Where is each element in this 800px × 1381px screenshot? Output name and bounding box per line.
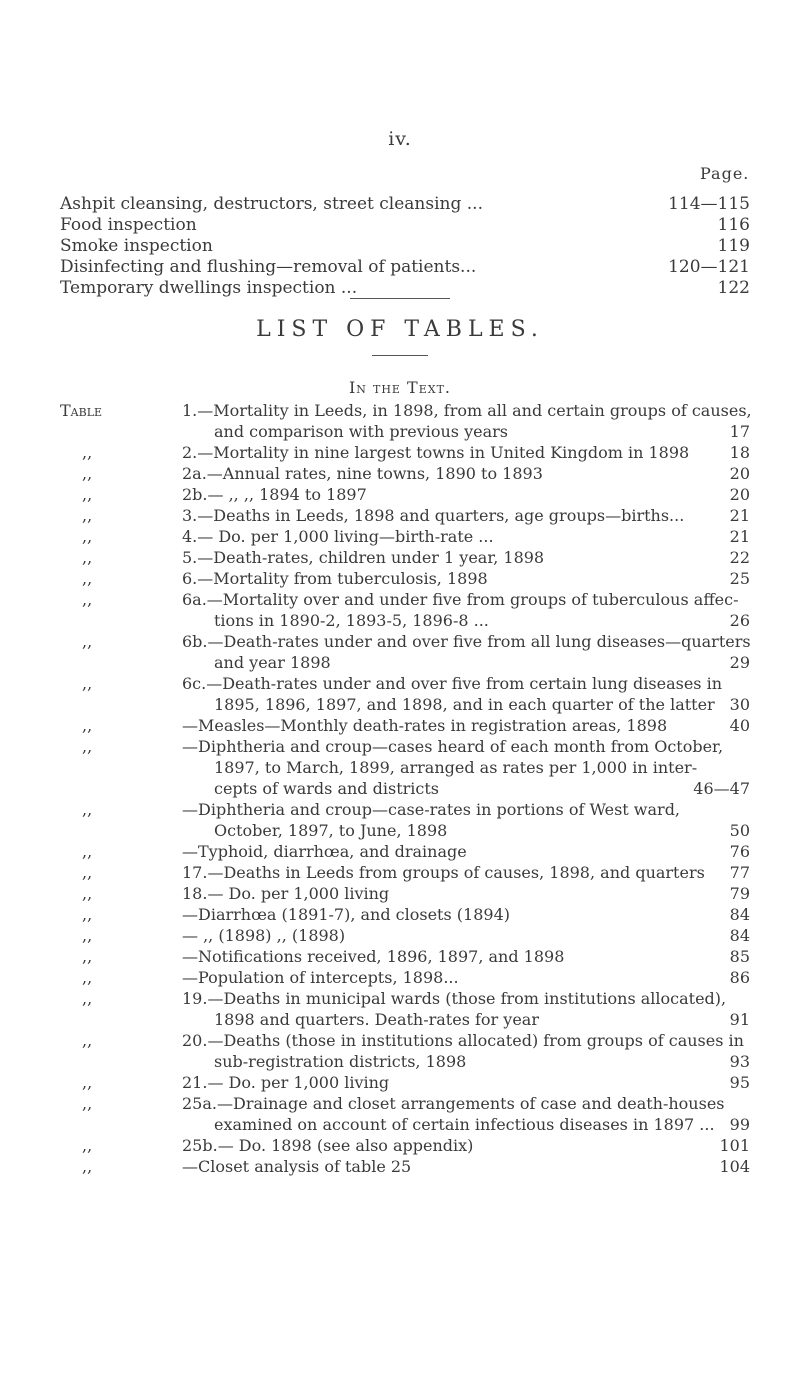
description-line: —Notifications received, 1896, 1897, and 1898 [182, 947, 565, 966]
table-entry [60, 1135, 750, 1156]
table-entry-page: 86 [729, 968, 750, 987]
table-entry [60, 1030, 750, 1072]
table-entry-page: 26 [729, 611, 750, 630]
ditto-mark: ,, [82, 863, 93, 882]
table-entry [60, 799, 750, 841]
ditto-mark: ,, [82, 1136, 93, 1155]
contents-entry-page: 120—121 [668, 257, 750, 277]
table-entry-description [182, 547, 700, 568]
toc-page-column-header: Page. [700, 164, 750, 183]
table-entry-page: 22 [729, 548, 750, 567]
table-entry [60, 862, 750, 883]
ditto-mark: ,, [82, 485, 93, 504]
table-entry-page: 20 [729, 464, 750, 483]
contents-entry [60, 215, 750, 236]
table-entry-description [182, 883, 700, 904]
tables-list [60, 400, 750, 1177]
ditto-mark: ,, [82, 989, 93, 1008]
table-entry [60, 967, 750, 988]
table-entry [60, 904, 750, 925]
description-line: examined on account of certain infectious diseases in 1897 ... [214, 1115, 715, 1134]
description-line: 1895, 1896, 1897, and 1898, and in each quarter of the latter [214, 695, 715, 714]
description-line: tions in 1890-2, 1893-5, 1896-8 ... [214, 611, 489, 630]
ditto-mark: ,, [82, 506, 93, 525]
contents-entry-label: Ashpit cleansing, destructors, street cleansing ... [60, 194, 483, 214]
ditto-mark: ,, [82, 464, 93, 483]
table-entry-page: 99 [729, 1115, 750, 1134]
table-entry-page: 30 [729, 695, 750, 714]
description-line: 1898 and quarters. Death-rates for year [214, 1010, 539, 1029]
table-entry-description [182, 1156, 700, 1177]
table-entry [60, 631, 750, 673]
ditto-mark: ,, [82, 842, 93, 861]
ditto-mark: ,, [82, 926, 93, 945]
table-entry [60, 400, 750, 442]
table-entry-page: 46—47 [693, 779, 750, 798]
description-line: 6b.—Death-rates under and over five from all lung diseases—quarters [182, 632, 751, 651]
ditto-mark: ,, [82, 1157, 93, 1176]
contents-entry [60, 257, 750, 278]
description-line: —Diphtheria and croup—cases heard of each month from October, [182, 737, 724, 756]
table-entry-page: 20 [729, 485, 750, 504]
title-underline [372, 355, 428, 356]
ditto-mark: ,, [82, 527, 93, 546]
table-entry [60, 589, 750, 631]
description-line: 25b.— Do. 1898 (see also appendix) [182, 1136, 474, 1155]
table-entry-page: 76 [729, 842, 750, 861]
ditto-mark: ,, [82, 1094, 93, 1113]
ditto-mark: ,, [82, 737, 93, 756]
ditto-mark: ,, [82, 968, 93, 987]
table-entry-description [182, 946, 700, 967]
table-entry-page: 91 [729, 1010, 750, 1029]
table-entry [60, 715, 750, 736]
table-entry-description [182, 673, 722, 715]
section-title: LIST OF TABLES. [256, 317, 544, 342]
table-entry-description [182, 1093, 725, 1135]
description-line: —Diphtheria and croup—case-rates in portions of West ward, [182, 800, 681, 819]
table-entry-description [182, 505, 700, 526]
subheading: In the Text. [348, 378, 452, 397]
description-line: 1897, to March, 1899, arranged as rates per 1,000 in inter- [214, 758, 698, 777]
table-entry-description [182, 1135, 700, 1156]
ditto-mark: ,, [82, 800, 93, 819]
table-entry [60, 988, 750, 1030]
table-entry-description [182, 862, 705, 883]
contents-entry [60, 278, 750, 299]
ditto-mark: ,, [82, 947, 93, 966]
ditto-mark: ,, [82, 884, 93, 903]
contents-entry-label: Temporary dwellings inspection ... [60, 278, 358, 298]
description-line: 2.—Mortality in nine largest towns in United Kingdom in 1898 [182, 443, 690, 462]
description-line: and comparison with previous years [214, 422, 509, 441]
ditto-mark: ,, [82, 716, 93, 735]
ditto-mark: ,, [82, 569, 93, 588]
contents-entry [60, 194, 750, 215]
ditto-mark: ,, [82, 1031, 93, 1050]
table-entry [60, 841, 750, 862]
contents-entry-label: Disinfecting and flushing—removal of patients... [60, 257, 477, 277]
contents-entry-page: 114—115 [668, 194, 750, 214]
description-line: —Measles—Monthly death-rates in registration areas, 1898 [182, 716, 668, 735]
page-number: iv. [388, 128, 412, 150]
table-entry-description [182, 841, 700, 862]
table-entry-description [182, 925, 700, 946]
table-entry-page: 104 [719, 1157, 750, 1176]
table-entry-description [182, 484, 700, 505]
table-entry-description [182, 715, 700, 736]
table-entry [60, 505, 750, 526]
divider-rule [350, 298, 450, 299]
contents-entry-page: 119 [717, 236, 750, 256]
table-entry-page: 40 [729, 716, 750, 735]
description-line: 21.— Do. per 1,000 living [182, 1073, 390, 1092]
description-line: October, 1897, to June, 1898 [214, 821, 448, 840]
ditto-mark: ,, [82, 590, 93, 609]
description-line: 18.— Do. per 1,000 living [182, 884, 390, 903]
contents-entry-page: 116 [717, 215, 750, 235]
table-entry-description [182, 526, 700, 547]
ditto-mark: ,, [82, 905, 93, 924]
description-line: 20.—Deaths (those in institutions allocated) from groups of causes in [182, 1031, 744, 1050]
table-entry [60, 946, 750, 967]
table-entry-page: 84 [729, 905, 750, 924]
contents-entry-label: Smoke inspection [60, 236, 213, 256]
description-line: 6a.—Mortality over and under five from groups of tuberculous affec- [182, 590, 739, 609]
description-line: 6c.—Death-rates under and over five from certain lung diseases in [182, 674, 722, 693]
table-entry-page: 85 [729, 947, 750, 966]
description-line: 5.—Death-rates, children under 1 year, 1898 [182, 548, 545, 567]
description-line: 19.—Deaths in municipal wards (those from institutions allocated), [182, 989, 727, 1008]
table-entry-page: 17 [729, 422, 750, 441]
description-line: —Diarrhœa (1891-7), and closets (1894) [182, 905, 510, 924]
description-line: 4.— Do. per 1,000 living—birth-rate ... [182, 527, 494, 546]
table-entry-page: 93 [729, 1052, 750, 1071]
contents-entry [60, 236, 750, 257]
contents-list [60, 194, 750, 299]
table-entry [60, 925, 750, 946]
table-entry [60, 1072, 750, 1093]
table-entry-page: 18 [729, 443, 750, 462]
table-entry [60, 1093, 750, 1135]
table-entry [60, 883, 750, 904]
table-entry [60, 442, 750, 463]
description-line: cepts of wards and districts [214, 779, 439, 798]
ditto-mark: ,, [82, 1073, 93, 1092]
description-line: 17.—Deaths in Leeds from groups of causes, 1898, and quarters [182, 863, 705, 882]
description-line: —Closet analysis of table 25 [182, 1157, 412, 1176]
table-entry-description [182, 967, 700, 988]
table-entry [60, 736, 750, 799]
description-line: — ,, (1898) ,, (1898) [182, 926, 346, 945]
description-line: sub-registration districts, 1898 [214, 1052, 467, 1071]
table-entry [60, 568, 750, 589]
table-entry [60, 526, 750, 547]
contents-entry-label: Food inspection [60, 215, 197, 235]
table-entry [60, 673, 750, 715]
table-entry-page: 50 [729, 821, 750, 840]
ditto-mark: ,, [82, 548, 93, 567]
table-entry-description [182, 988, 727, 1030]
table-entry [60, 463, 750, 484]
table-entry-page: 77 [729, 863, 750, 882]
table-entry-description [182, 442, 700, 463]
ditto-mark: ,, [82, 443, 93, 462]
description-line: and year 1898 [214, 653, 331, 672]
description-line: 2b.— ,, ,, 1894 to 1897 [182, 485, 367, 504]
contents-entry-page: 122 [717, 278, 750, 298]
table-entry-description [182, 799, 700, 841]
table-entry-description [182, 589, 739, 631]
table-entry-page: 101 [719, 1136, 750, 1155]
table-entry-page: 25 [729, 569, 750, 588]
table-entry-page: 21 [729, 506, 750, 525]
table-entry-page: 84 [729, 926, 750, 945]
table-entry-description [182, 904, 700, 925]
table-entry-description [182, 1072, 700, 1093]
ditto-mark: ,, [82, 674, 93, 693]
table-entry-description [182, 463, 700, 484]
description-line: 1.—Mortality in Leeds, in 1898, from all and certain groups of causes, [182, 401, 752, 420]
table-entry-page: 79 [729, 884, 750, 903]
table-entry-page: 29 [729, 653, 750, 672]
description-line: —Typhoid, diarrhœa, and drainage [182, 842, 467, 861]
description-line: 2a.—Annual rates, nine towns, 1890 to 1893 [182, 464, 543, 483]
description-line: 6.—Mortality from tuberculosis, 1898 [182, 569, 488, 588]
table-entry [60, 1156, 750, 1177]
table-entry-page: 21 [729, 527, 750, 546]
table-entry-page: 95 [729, 1073, 750, 1092]
description-line: 3.—Deaths in Leeds, 1898 and quarters, age groups—births... [182, 506, 685, 525]
table-entry-description [182, 568, 700, 589]
table-entry [60, 547, 750, 568]
ditto-mark: ,, [82, 632, 93, 651]
table-word: Table [60, 401, 103, 420]
description-line: —Population of intercepts, 1898... [182, 968, 459, 987]
description-line: 25a.—Drainage and closet arrangements of case and death-houses [182, 1094, 725, 1113]
table-entry [60, 484, 750, 505]
